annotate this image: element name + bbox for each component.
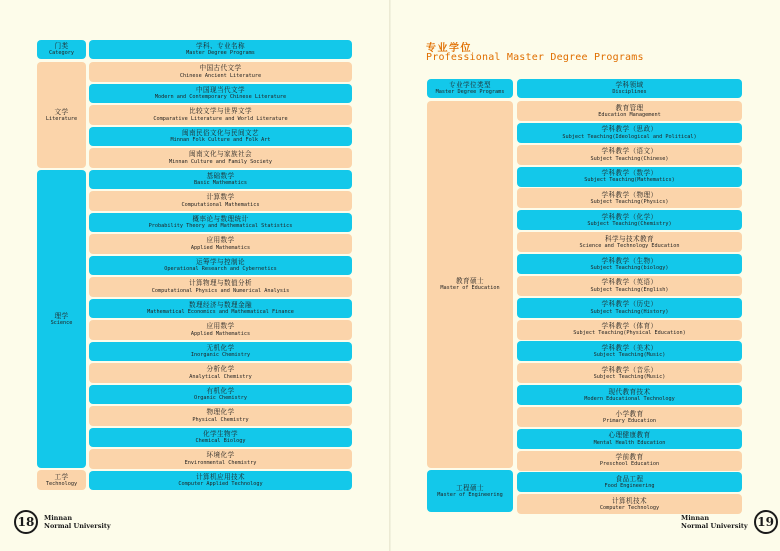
- row-label-en: Subject Teaching(Chemistry): [587, 221, 672, 228]
- table-row: [517, 407, 742, 427]
- row-label-en: Minnan Culture and Family Society: [168, 158, 273, 165]
- row-label-en: Analytical Chemistry: [189, 373, 252, 380]
- table-row: [89, 127, 352, 147]
- row-label-zh: 学科教学（美术）: [601, 343, 658, 352]
- row-label-en: Comparative Literature and World Literature: [153, 115, 288, 122]
- degree-type-header: [427, 79, 513, 98]
- degree-type-en: Master of Engineering: [437, 491, 503, 498]
- row-label-en: Science and Technology Education: [579, 242, 680, 249]
- row-label-en: Modern Educational Technology: [584, 395, 675, 402]
- category-zh: 理学: [54, 311, 69, 320]
- table-row: [89, 84, 352, 104]
- table-row: [517, 320, 742, 340]
- row-label-en: Subject Teaching(Ideological and Political): [562, 133, 697, 140]
- row-label-en: Computer Technology: [599, 505, 660, 512]
- disciplines-header-en: Disciplines: [612, 89, 647, 96]
- right-footer: [681, 510, 778, 534]
- page-number: 19: [754, 510, 778, 534]
- category-header-zh: 门类: [54, 42, 69, 51]
- row-label-en: Subject Teaching(Physical Education): [573, 330, 686, 337]
- page-number: 18: [14, 510, 38, 534]
- table-row: [517, 451, 742, 471]
- row-label-en: Computational Physics and Numerical Analysis: [151, 287, 290, 294]
- row-label-en: Computational Mathematics: [181, 201, 260, 208]
- row-label-en: Subject Teaching(History): [590, 308, 669, 315]
- degree-type-header-zh: 专业学位类型: [449, 81, 491, 90]
- disciplines-header-zh: 学科领域: [615, 81, 644, 90]
- table-row: [89, 471, 352, 491]
- row-label-en: Chemical Biology: [195, 438, 246, 445]
- row-label-en: Mathematical Economics and Mathematical Finance: [147, 309, 294, 316]
- row-label-zh: 计算数学: [206, 193, 235, 202]
- row-label-en: Subject Teaching(Physics): [590, 199, 669, 206]
- degree-type-zh: 工程硕士: [456, 483, 484, 492]
- row-label-zh: 学科教学（英语）: [601, 278, 658, 287]
- table-row: [89, 213, 352, 233]
- table-row: [89, 428, 352, 448]
- degree-type-en: Master of Education: [440, 285, 500, 292]
- table-row: [89, 256, 352, 276]
- table-row: [517, 188, 742, 208]
- row-label-en: Organic Chemistry: [193, 395, 248, 402]
- table-row: [89, 449, 352, 469]
- row-label-zh: 计算机技术: [612, 496, 647, 505]
- programs-header: [89, 40, 352, 59]
- row-label-zh: 中国现当代文学: [196, 85, 245, 94]
- row-label-zh: 化学生物学: [203, 429, 238, 438]
- row-label-zh: 教育管理: [615, 103, 644, 112]
- row-label-zh: 物理化学: [206, 408, 235, 417]
- programs-header-zh: 学科、专业名称: [196, 42, 245, 51]
- row-label-zh: 中国古代文学: [199, 64, 242, 73]
- table-row: [517, 123, 742, 143]
- table-row: [89, 191, 352, 211]
- row-label-zh: 计算机应用技术: [196, 472, 245, 481]
- table-row: [89, 363, 352, 383]
- table-row: [89, 234, 352, 254]
- row-label-en: Subject Teaching(Chinese): [590, 155, 669, 162]
- table-row: [517, 232, 742, 252]
- row-label-zh: 应用数学: [206, 236, 235, 245]
- category-en: Science: [50, 319, 73, 326]
- row-label-en: Food Engineering: [604, 483, 655, 490]
- university-line1: Minnan: [681, 513, 710, 522]
- table-row: [89, 342, 352, 362]
- table-row: [89, 62, 352, 82]
- university-line2: Normal University: [44, 522, 111, 530]
- row-label-zh: 学科教学（化学）: [601, 212, 658, 221]
- row-label-zh: 小学教育: [615, 409, 644, 418]
- row-label-en: Primary Education: [602, 417, 657, 424]
- row-label-zh: 学科教学（音乐）: [601, 365, 658, 374]
- category-header: [37, 40, 86, 59]
- row-label-zh: 数理经济与数理金融: [189, 300, 252, 309]
- programs-header-en: Master Degree Programs: [186, 50, 255, 57]
- table-row: [517, 276, 742, 296]
- section-title-en: Professional Master Degree Programs: [426, 52, 644, 63]
- row-label-zh: 应用数学: [206, 322, 235, 331]
- row-label-en: Applied Mathematics: [190, 244, 251, 251]
- row-label-zh: 环境化学: [206, 451, 235, 460]
- table-row: [517, 145, 742, 165]
- row-label-en: Physical Chemistry: [192, 416, 249, 423]
- row-label-zh: 学科教学（物理）: [601, 191, 658, 200]
- row-label-zh: 计算物理与数值分析: [189, 279, 252, 288]
- row-label-en: Inorganic Chemistry: [190, 352, 251, 359]
- row-label-zh: 心理健康教育: [608, 431, 651, 440]
- table-row: [517, 101, 742, 121]
- table-row: [517, 472, 742, 492]
- university-name: [44, 514, 111, 531]
- degree-type-engineering: [427, 470, 513, 512]
- row-label-zh: 学科教学（历史）: [601, 300, 658, 309]
- table-row: [89, 320, 352, 340]
- row-label-en: Education Management: [598, 111, 661, 118]
- row-label-en: Environmental Chemistry: [184, 459, 257, 466]
- row-label-zh: 分析化学: [206, 365, 235, 374]
- row-label-en: Subject Teaching(Music): [593, 374, 666, 381]
- row-label-zh: 概率论与数理统计: [192, 214, 249, 223]
- row-label-en: Modern and Contemporary Chinese Literature: [154, 94, 287, 101]
- disciplines-header: [517, 79, 742, 98]
- table-row: [517, 385, 742, 405]
- row-label-en: Subject Teaching(Mathematics): [584, 177, 675, 184]
- category-en: Literature: [45, 115, 78, 122]
- table-row: [89, 299, 352, 319]
- category-en: Technology: [45, 480, 78, 487]
- row-label-zh: 现代教育技术: [608, 387, 651, 396]
- left-footer: [14, 510, 111, 534]
- row-label-zh: 学科教学（数学）: [601, 169, 658, 178]
- row-label-zh: 学科教学（语文）: [601, 147, 658, 156]
- row-label-zh: 闽南民俗文化与民间文艺: [182, 128, 259, 137]
- table-row: [89, 148, 352, 168]
- row-label-en: Applied Mathematics: [190, 330, 251, 337]
- row-label-en: Preschool Education: [599, 461, 660, 468]
- category-header-en: Category: [49, 50, 74, 57]
- row-label-en: Basic Mathematics: [193, 180, 248, 187]
- category-science: [37, 170, 86, 468]
- degree-type-header-en: Master Degree Programs: [435, 89, 505, 96]
- row-label-zh: 食品工程: [615, 475, 644, 484]
- university-line1: Minnan: [44, 513, 73, 522]
- table-row: [89, 385, 352, 405]
- row-label-en: Computer Applied Technology: [178, 481, 263, 488]
- row-label-zh: 运筹学与控制论: [196, 257, 245, 266]
- row-label-en: Subject Teaching(English): [590, 286, 669, 293]
- row-label-en: Minnan Folk Culture and Folk Art: [170, 137, 271, 144]
- row-label-en: Mental Health Education: [593, 439, 666, 446]
- degree-type-zh: 教育硕士: [456, 277, 484, 286]
- university-line2: Normal University: [681, 522, 748, 530]
- row-label-en: Subject Teaching(Music): [593, 352, 666, 359]
- row-label-en: Subject Teaching(biology): [590, 264, 669, 271]
- category-zh: 文学: [54, 107, 69, 116]
- row-label-zh: 比较文学与世界文学: [189, 107, 252, 116]
- degree-type-education: [427, 101, 513, 468]
- table-row: [89, 105, 352, 125]
- category-technology: [37, 470, 86, 490]
- table-row: [517, 341, 742, 361]
- table-row: [517, 210, 742, 230]
- category-literature: [37, 62, 86, 168]
- table-row: [89, 170, 352, 190]
- row-label-en: Operational Research and Cybernetics: [164, 266, 277, 273]
- table-row: [517, 254, 742, 274]
- row-label-en: Probability Theory and Mathematical Statistics: [148, 223, 293, 230]
- row-label-en: Chinese Ancient Literature: [179, 72, 262, 79]
- table-row: [89, 277, 352, 297]
- row-label-zh: 闽南文化与家族社会: [189, 150, 252, 159]
- row-label-zh: 科学与技术教育: [605, 234, 654, 243]
- table-row: [517, 167, 742, 187]
- row-label-zh: 无机化学: [206, 343, 235, 352]
- row-label-zh: 有机化学: [206, 386, 235, 395]
- row-label-zh: 学科教学（思政）: [601, 125, 658, 134]
- row-label-zh: 基础数学: [206, 171, 235, 180]
- table-row: [517, 429, 742, 449]
- row-label-zh: 学科教学（生物）: [601, 256, 658, 265]
- row-label-zh: 学前教育: [615, 453, 644, 462]
- category-zh: 工学: [54, 472, 69, 481]
- table-row: [517, 298, 742, 318]
- section-title-zh: 专业学位: [426, 43, 472, 54]
- table-row: [517, 363, 742, 383]
- university-name: [681, 514, 748, 531]
- row-label-zh: 学科教学（体育）: [601, 322, 658, 331]
- table-row: [89, 406, 352, 426]
